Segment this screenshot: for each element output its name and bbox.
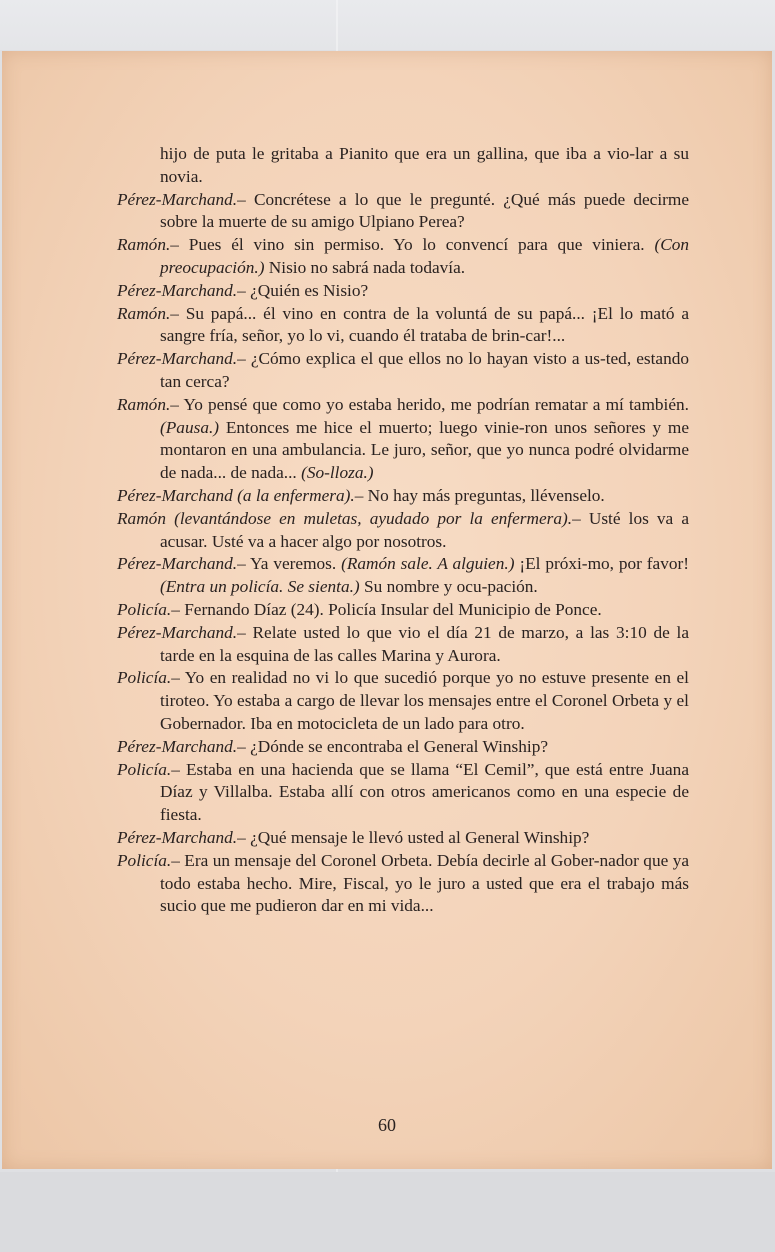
continued-paragraph: [117, 143, 689, 189]
speaker-name: Pérez-Marchand.–: [117, 349, 246, 369]
book-page: [2, 51, 772, 1169]
speaker-name: Pérez-Marchand.–: [117, 827, 246, 847]
page-body-text: [117, 143, 689, 918]
dialogue-line: [117, 394, 689, 485]
spoken-text: No hay más preguntas, llévenselo.: [363, 485, 605, 505]
spoken-text: Yo pensé que como yo estaba herido, me podrían rematar a mí también.: [178, 394, 689, 414]
dialogue-line: [117, 759, 689, 827]
dialogue-line: [117, 850, 689, 918]
speaker-name: Pérez-Marchand (a la enfermera).–: [117, 485, 364, 505]
dialogue-line: [117, 485, 689, 508]
dialogue-line: [117, 508, 689, 554]
dialogue-line: [117, 189, 689, 235]
spoken-text: Era un mensaje del Coronel Orbeta. Debía decirle al Gober-nador que ya todo estaba hecho. Mire, Fiscal, yo le juro a usted que era el trabajo más sucio que me pudieron dar en mi vida...: [160, 850, 689, 916]
stage-direction: (Entra un policía. Se sienta.): [160, 577, 360, 597]
speaker-name: Ramón.–: [117, 235, 179, 255]
spoken-text: ¿Dónde se encontraba el General Winship?: [245, 736, 549, 756]
speaker-name: Policía.–: [117, 599, 180, 619]
spoken-text: Entonces me hice el muerto; luego vinie-ron unos señores y me montaron en una ambulancia. Le juro, señor, que yo nunca podré olvidarme de nada... de nada...: [160, 417, 689, 483]
stage-direction: (Pausa.): [160, 417, 220, 437]
spoken-text: Ya veremos.: [245, 554, 342, 574]
speaker-name: Ramón.–: [117, 303, 179, 323]
dialogue-line: [117, 348, 689, 394]
spoken-text: Su nombre y ocu-pación.: [359, 577, 538, 597]
spoken-text: ¿Qué mensaje le llevó usted al General Winship?: [245, 827, 590, 847]
dialogue-line: [117, 667, 689, 735]
speaker-name: Policía.–: [117, 668, 180, 688]
spoken-text: Su papá... él vino en contra de la voluntá de su papá... ¡El lo mató a sangre fría, señor, yo lo vi, cuando él trataba de brin-car!...: [160, 303, 689, 346]
spoken-text: ¡El próxi-mo, por favor!: [514, 554, 689, 574]
dialogue-line: [117, 553, 689, 599]
spoken-text: Relate usted lo que vio el día 21 de marzo, a las 3:10 de la tarde en la esquina de las calles Marina y Aurora.: [160, 622, 689, 665]
speaker-name: Ramón.–: [117, 394, 179, 414]
speaker-name: Pérez-Marchand.–: [117, 736, 246, 756]
speaker-name: Pérez-Marchand.–: [117, 280, 246, 300]
stage-direction: (Ramón sale. A alguien.): [341, 554, 515, 574]
speaker-name: Pérez-Marchand.–: [117, 189, 246, 209]
spoken-text: Fernando Díaz (24). Policía Insular del Municipio de Ponce.: [179, 599, 602, 619]
dialogue-line: [117, 599, 689, 622]
spoken-text: Usté los va a acusar. Usté va a hacer algo por nosotros.: [160, 508, 690, 551]
spoken-text: Yo en realidad no vi lo que sucedió porque yo no estuve presente en el tiroteo. Yo estaba a cargo de llevar los mensajes entre el Coronel Orbeta y el Gobernador. Iba en motocicleta de un lado para otro.: [160, 668, 689, 733]
spoken-text: Concrétese a lo que le pregunté. ¿Qué más puede decirme sobre la muerte de su amigo Ulpiano Perea?: [160, 189, 689, 232]
dialogue-line: [117, 827, 689, 850]
scan-bottom-margin: [0, 1172, 775, 1252]
stage-direction: (So-lloza.): [301, 463, 374, 483]
dialogue-line: [117, 234, 689, 280]
dialogue-line: [117, 303, 689, 349]
speaker-name: Pérez-Marchand.–: [117, 622, 246, 642]
dialogue-line: [117, 622, 689, 668]
dialogue-line: [117, 736, 689, 759]
speaker-name: Pérez-Marchand.–: [117, 554, 246, 574]
spoken-text: Pues él vino sin permiso. Yo lo convencí para que viniera.: [178, 235, 655, 255]
page-number: 60: [378, 1115, 396, 1135]
spoken-text: ¿Cómo explica el que ellos no lo hayan visto a us-ted, estando tan cerca?: [160, 349, 689, 391]
spoken-text: Nisio no sabrá nada todavía.: [264, 257, 466, 277]
stage-direction: (Con preocupación.): [160, 235, 689, 277]
spoken-text: Estaba en una hacienda que se llama “El Cemil”, que está entre Juana Díaz y Villalba. Estaba allí con otros americanos como en una especie de fiesta.: [160, 759, 689, 825]
speaker-name: Ramón (levantándose en muletas, ayudado por la enfermera).–: [117, 508, 581, 528]
speaker-name: Policía.–: [117, 759, 180, 779]
dialogue-line: [117, 280, 689, 303]
speaker-name: Policía.–: [117, 850, 180, 870]
spoken-text: hijo de puta le gritaba a Pianito que era un gallina, que iba a vio-lar a su novia.: [160, 144, 689, 186]
spoken-text: ¿Quién es Nisio?: [245, 280, 369, 300]
